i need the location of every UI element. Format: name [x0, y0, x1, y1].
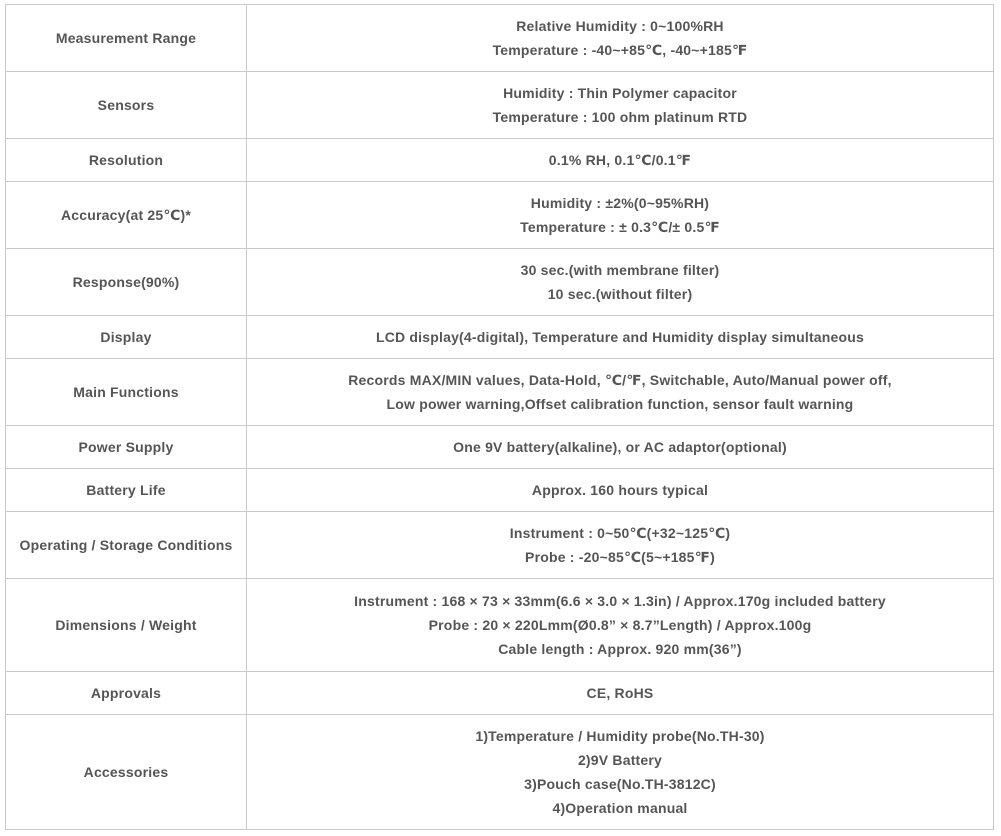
spec-value-line: 30 sec.(with membrane filter) — [520, 262, 720, 278]
spec-row — [6, 5, 994, 72]
spec-value-line: Cable length : Approx. 920 mm(36”) — [498, 641, 742, 657]
spec-label: Main Functions — [6, 359, 247, 426]
spec-value — [247, 512, 994, 579]
spec-label: Display — [6, 316, 247, 359]
spec-label: Measurement Range — [6, 5, 247, 72]
spec-value — [247, 359, 994, 426]
spec-label: Accuracy(at 25℃)* — [6, 182, 247, 249]
spec-value-line: LCD display(4-digital), Temperature and Humidity display simultaneous — [375, 329, 865, 345]
spec-value-line: Humidity : ±2%(0~95%RH) — [530, 195, 710, 211]
spec-value-line: 10 sec.(without filter) — [547, 286, 693, 302]
spec-label: Battery Life — [6, 469, 247, 512]
spec-row — [6, 579, 994, 672]
spec-value — [247, 5, 994, 72]
spec-value-line: Records MAX/MIN values, Data-Hold, ℃/℉, Switchable, Auto/Manual power off, — [348, 372, 892, 388]
spec-value-line: Temperature : -40~+85℃, -40~+185℉ — [492, 42, 748, 58]
spec-value-line: 3)Pouch case(No.TH-3812C) — [524, 776, 716, 792]
spec-value — [247, 469, 994, 512]
spec-value-line: Instrument : 168 × 73 × 33mm(6.6 × 3.0 × 1.3in) / Approx.170g included battery — [354, 593, 886, 609]
spec-row — [6, 316, 994, 359]
spec-value — [247, 249, 994, 316]
spec-table — [5, 4, 994, 830]
spec-row — [6, 182, 994, 249]
spec-value-line: Approx. 160 hours typical — [531, 482, 709, 498]
spec-value — [247, 672, 994, 715]
spec-row — [6, 672, 994, 715]
spec-value-line: Low power warning,Offset calibration function, sensor fault warning — [386, 396, 854, 412]
spec-value — [247, 316, 994, 359]
spec-value — [247, 182, 994, 249]
spec-table-body — [6, 5, 994, 830]
spec-label: Approvals — [6, 672, 247, 715]
spec-label: Response(90%) — [6, 249, 247, 316]
spec-label: Sensors — [6, 72, 247, 139]
spec-value-line: Humidity : Thin Polymer capacitor — [503, 85, 737, 101]
spec-label: Operating / Storage Conditions — [6, 512, 247, 579]
spec-label: Resolution — [6, 139, 247, 182]
spec-value — [247, 139, 994, 182]
spec-row — [6, 139, 994, 182]
spec-value — [247, 426, 994, 469]
spec-value-line: Instrument : 0~50℃(+32~125℃) — [509, 525, 731, 541]
spec-row — [6, 715, 994, 830]
spec-row — [6, 249, 994, 316]
spec-value — [247, 579, 994, 672]
spec-label: Power Supply — [6, 426, 247, 469]
spec-value — [247, 72, 994, 139]
spec-row — [6, 359, 994, 426]
spec-value-line: 0.1% RH, 0.1℃/0.1℉ — [548, 152, 692, 168]
spec-value-line: 1)Temperature / Humidity probe(No.TH-30) — [475, 728, 765, 744]
spec-row — [6, 469, 994, 512]
spec-value-line: CE, RoHS — [586, 685, 654, 701]
spec-value-line: Probe : -20~85℃(5~+185℉) — [525, 549, 715, 565]
spec-label: Dimensions / Weight — [6, 579, 247, 672]
spec-value-line: One 9V battery(alkaline), or AC adaptor(optional) — [453, 439, 787, 455]
spec-row — [6, 512, 994, 579]
spec-value-line: Relative Humidity : 0~100%RH — [516, 18, 724, 34]
spec-value — [247, 715, 994, 830]
spec-row — [6, 426, 994, 469]
spec-label: Accessories — [6, 715, 247, 830]
spec-value-line: Probe : 20 × 220Lmm(Ø0.8” × 8.7”Length) / Approx.100g — [428, 617, 812, 633]
spec-value-line: Temperature : 100 ohm platinum RTD — [492, 109, 748, 125]
spec-value-line: 2)9V Battery — [577, 752, 663, 768]
spec-value-line: Temperature : ± 0.3℃/± 0.5℉ — [520, 219, 720, 235]
spec-row — [6, 72, 994, 139]
spec-value-line: 4)Operation manual — [552, 800, 688, 816]
